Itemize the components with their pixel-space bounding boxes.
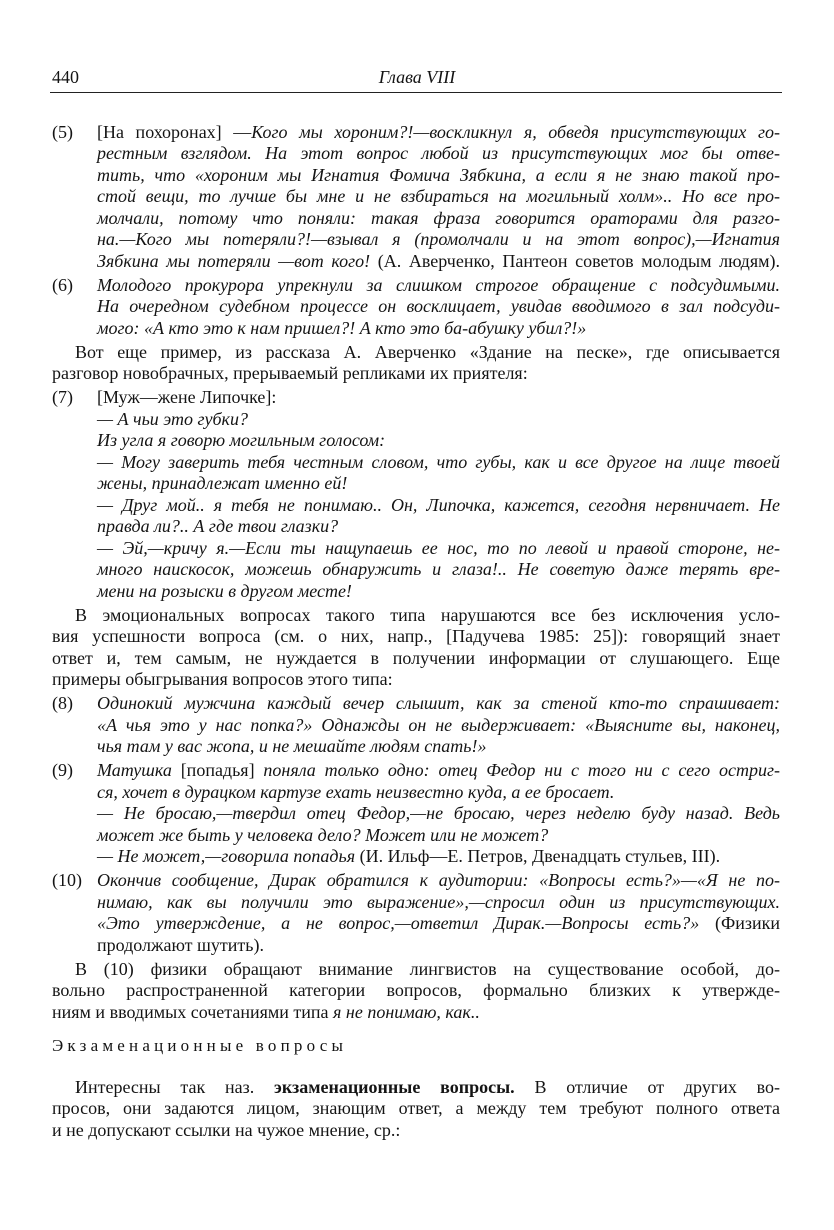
italic-text: — Эй,—кричу я.—Если ты нащупаешь ее нос, то по левой и правой стороне, не- (97, 537, 780, 558)
text-line (97, 430, 780, 452)
text-segment: и не допускают ссылки на чужое мнение, ср.: (52, 1119, 401, 1140)
text-lines (52, 959, 780, 1024)
italic-text: Кого мы хороним?!—воскликнул я, обведя присутствующих го- (251, 121, 780, 142)
paragraph (52, 959, 780, 1024)
text-line (97, 516, 780, 538)
example-block (52, 760, 780, 868)
text-line (97, 473, 780, 495)
text-line (97, 275, 780, 297)
text-line (97, 581, 780, 603)
text-line (97, 122, 780, 144)
italic-text: стой вещи, то лучше бы мне и не взбираться на могильный холм».. Но все про- (97, 186, 780, 206)
example-number: (5) (52, 121, 73, 142)
italic-text: нимаю, как вы получили это выражение»,—спросил один из присутствующих. (97, 891, 780, 912)
text-lines (52, 1077, 780, 1142)
text-segment: Экзаменационные вопросы (52, 1036, 348, 1055)
italic-text: жены, принадлежат именно ей! (97, 473, 348, 493)
text-line (97, 693, 780, 715)
text-segment: вия успешности вопроса (см. о них, напр., [Падучева 1985: 25]): говорящий знает (52, 626, 780, 646)
example-block (52, 122, 780, 273)
italic-text: На очередном судебном процессе он восклицает, увидав вводимого в зал подсуди- (97, 296, 780, 316)
example-number: (8) (52, 693, 73, 713)
text-lines (97, 693, 780, 758)
italic-text: «Это утверждение, а не вопрос,—ответил Дирак.—Вопросы есть?» (97, 913, 700, 933)
italic-text: поняла только одно: отец Федор ни с того ни с сего остриг- (254, 760, 780, 780)
italic-text: ся, хочет в дурацком картузе ехать неизвестно куда, а ее бросает. (97, 781, 615, 802)
paragraph (52, 605, 780, 691)
italic-text: — Не бросаю,—твердил отец Федор,—не бросаю, через неделю буду назад. Ведь (97, 803, 780, 823)
text-line (97, 736, 780, 758)
italic-text: — А чьи это губки? (97, 408, 248, 429)
text-segment: примеры обыгрывания вопросов этого типа: (52, 669, 393, 689)
text-segment: вольно распространенной категории вопросов, формально близких к утвержде- (52, 980, 780, 1000)
example-number: (10) (52, 870, 82, 890)
italic-text: много наискосок, можешь обнаружить и глаза!.. Не советую даже терять вре- (97, 559, 780, 579)
text-line (52, 626, 780, 648)
italic-text: Молодого прокурора упрекнули за слишком строгое обращение с подсудимыми. (97, 274, 780, 295)
page-number: 440 (52, 67, 79, 87)
text-line (97, 409, 780, 431)
text-line (97, 186, 780, 208)
example-block (52, 693, 780, 758)
text-lines (52, 1035, 780, 1057)
italic-text: — Друг мой.. я тебя не понимаю.. Он, Липочка, кажется, сегодня нервничает. Не (97, 494, 780, 515)
text-line (97, 715, 780, 737)
text-line (97, 913, 780, 935)
text-line (97, 870, 780, 892)
italic-text: Матушка (97, 760, 181, 780)
italic-text: правда ли?.. А где твои глазки? (97, 516, 339, 536)
text-line (97, 251, 780, 273)
italic-text: Из угла я говорю могильным голосом: (97, 430, 386, 450)
text-line (97, 296, 780, 318)
text-line (97, 935, 780, 957)
text-segment: В отличие от других во- (514, 1076, 780, 1097)
text-line (52, 342, 780, 364)
text-segment: [Муж—жене Липочке]: (97, 387, 277, 407)
text-line (97, 318, 780, 340)
text-line (52, 980, 780, 1002)
text-line (97, 760, 780, 782)
italic-text: я не понимаю, как.. (333, 1001, 480, 1022)
running-title: Глава VIII (378, 67, 456, 87)
text-segment: В эмоциональных вопросах такого типа нарушаются все без исключения усло- (75, 604, 780, 625)
text-line (97, 559, 780, 581)
example-number: (9) (52, 760, 73, 780)
text-line (97, 452, 780, 474)
text-line (97, 229, 780, 251)
text-segment: Интересны так наз. (75, 1076, 275, 1097)
paragraph (52, 1077, 780, 1142)
text-segment: Вот еще пример, из рассказа А. Аверченко «Здание на песке», где описывается (75, 341, 780, 362)
text-line (52, 959, 780, 981)
italic-text: чья там у вас жопа, и не мешайте людям спать!» (97, 736, 487, 756)
text-line (97, 803, 780, 825)
text-line (52, 363, 780, 385)
italic-text: мени на розыски в другом месте! (97, 580, 352, 601)
text-segment: продолжают шутить). (97, 934, 264, 955)
header-rule (50, 92, 782, 93)
italic-text: мого: «А кто это к нам пришел?! А кто это ба-абушку убил?!» (97, 317, 587, 338)
text-segment: [попадья] (180, 760, 255, 780)
text-segment: ответ и, тем самым, не нуждается в получении информации от слушающего. Еще (52, 647, 780, 668)
italic-text: может же быть у человека дело? Может или не может? (97, 824, 549, 845)
text-line (97, 825, 780, 847)
text-segment: В (10) физики обращают внимание лингвистов на существование особой, до- (75, 958, 780, 979)
italic-text: Одинокий мужчина каждый вечер слышит, как за стеной кто-то спрашивает: (97, 693, 780, 713)
text-segment: просов, они задаются лицом, знающим ответ, а между тем требуют полного ответа (52, 1098, 780, 1118)
paragraph (52, 342, 780, 385)
text-line (52, 1035, 780, 1057)
italic-text: молчали, потому что поняли: такая фраза говорится ораторами для разго- (97, 207, 780, 228)
italic-text: — Могу заверить тебя честным словом, что губы, как и все другое на лице твоей (97, 451, 780, 472)
text-line (52, 1002, 780, 1024)
italic-text: Зябкина мы потеряли —вот кого! (97, 250, 371, 271)
text-segment: разговор новобрачных, прерываемый репликами их приятеля: (52, 363, 528, 383)
text-line (52, 1120, 780, 1142)
text-line (97, 143, 780, 165)
text-segment: (И. Ильф—Е. Петров, Двенадцать стульев, III). (355, 846, 721, 866)
example-block (52, 275, 780, 340)
text-line (97, 846, 780, 868)
text-lines (52, 342, 780, 385)
text-segment: ниям и вводимых сочетаниями типа (52, 1001, 334, 1022)
text-lines (52, 605, 780, 691)
section-heading (52, 1035, 780, 1057)
italic-text: тить, что «хороним мы Игнатия Фомича Зябкина, а если я не знаю такой про- (97, 164, 780, 185)
text-line (97, 495, 780, 517)
text-line (97, 782, 780, 804)
italic-text: на.—Кого мы потеряли?!—взывал я (промолчали и на этот вопрос),—Игнатия (97, 229, 780, 249)
text-line (52, 1098, 780, 1120)
example-number: (7) (52, 387, 73, 407)
bold-term: экзаменационные вопросы. (274, 1076, 515, 1097)
text-line (97, 208, 780, 230)
text-lines (97, 275, 780, 340)
text-line (52, 605, 780, 627)
italic-text: рестным взглядом. На этот вопрос любой из присутствующих мог бы отве- (97, 143, 780, 163)
text-line (97, 892, 780, 914)
italic-text: «А чья это у нас попка?» Однажды он не выдерживает: «Выясните вы, наконец, (97, 714, 780, 735)
text-line (97, 387, 780, 409)
text-segment: (Физики (699, 913, 780, 933)
italic-text: — Не может,—говорила попадья (97, 846, 356, 866)
text-line (97, 538, 780, 560)
example-number: (6) (52, 274, 73, 295)
page-body (52, 119, 780, 1141)
text-lines (97, 122, 780, 273)
text-lines (97, 387, 780, 602)
italic-text: Окончив сообщение, Дирак обратился к аудитории: «Вопросы есть?»—«Я не по- (97, 870, 780, 890)
text-line (52, 648, 780, 670)
text-lines (97, 760, 780, 868)
text-segment: (А. Аверченко, Пантеон советов молодым людям). (370, 250, 780, 271)
text-segment: [На похоронах] — (97, 121, 252, 142)
text-line (52, 1077, 780, 1099)
example-block (52, 870, 780, 956)
text-line (52, 669, 780, 691)
text-lines (97, 870, 780, 956)
example-block (52, 387, 780, 602)
text-line (97, 165, 780, 187)
